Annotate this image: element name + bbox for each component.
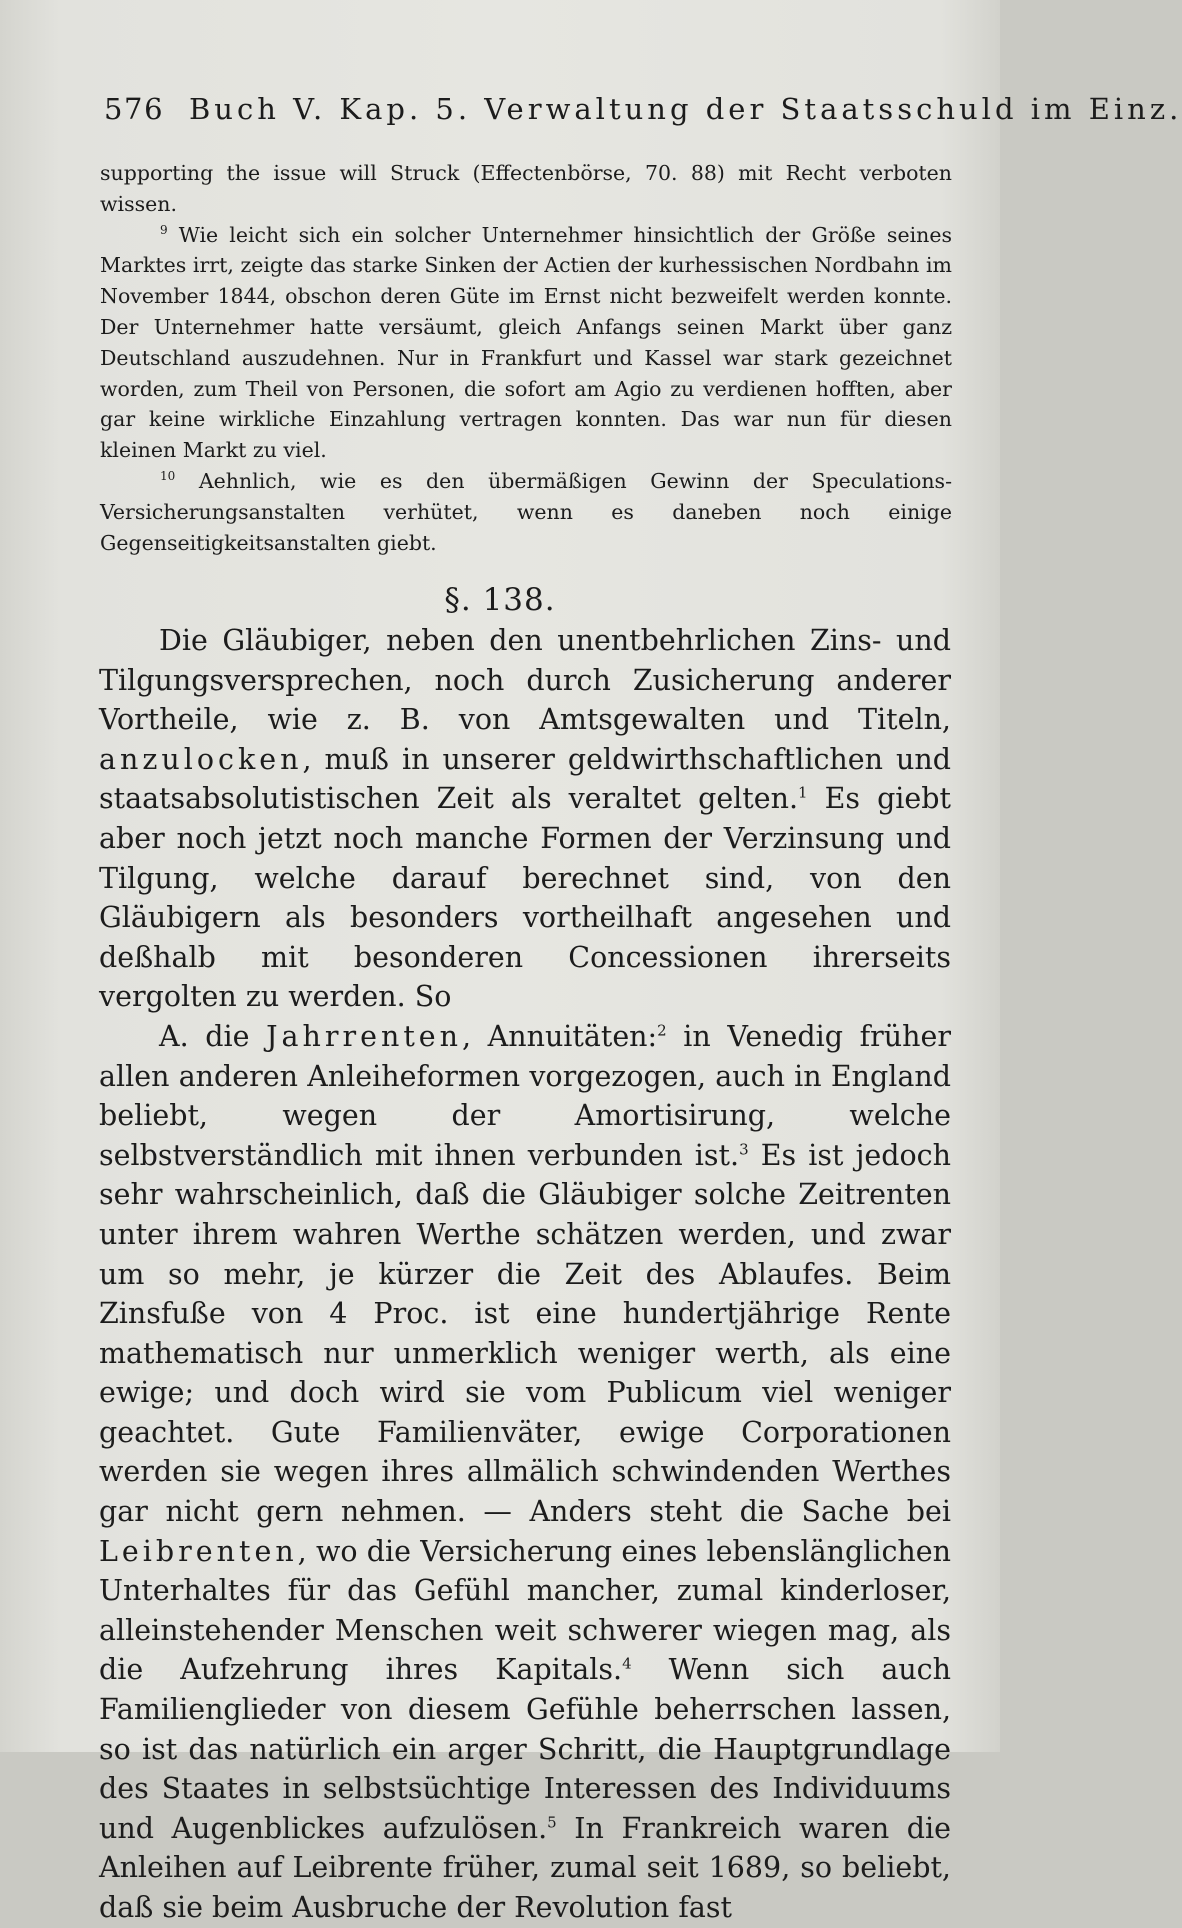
footnote-continuation-line-1: supporting the issue will Struck (Effectenbörse, 70. 88) mit Recht verboten xyxy=(100,161,952,185)
footnote-ref-4: 4 xyxy=(622,1654,632,1673)
footnote-9 xyxy=(100,220,952,466)
paragraph-1-part-b: , muß in unserer geldwirthschaftlichen und staatsabsolutistischen Zeit als veraltet gelten. xyxy=(99,742,951,816)
paragraph-1 xyxy=(99,621,951,1017)
footnote-10 xyxy=(100,466,952,558)
footnotes-block xyxy=(100,158,952,558)
footnote-ref-5: 5 xyxy=(547,1813,557,1832)
paragraph-2-part-a: , Annuitäten: xyxy=(462,1019,658,1053)
footnote-ref-3: 3 xyxy=(739,1140,749,1159)
paragraph-2-lead: A. die xyxy=(159,1019,250,1053)
spaced-word-jahrrenten: Jahrrenten xyxy=(266,1019,462,1053)
footnote-10-marker: 10 xyxy=(160,469,176,484)
footnote-ref-2: 2 xyxy=(657,1021,667,1040)
footnote-9-text: Wie leicht sich ein solcher Unternehmer hinsichtlich der Größe seines Marktes irrt, zeigte das starke Sinken der Actien der kurhessischen Nordbahn im November 1844, obschon deren Güte im Ernst nicht bezweifelt werden konnte. Der Unternehmer hatte versäumt, gleich Anfangs seinen Markt über ganz Deutschland auszudehnen. Nur in Frankfurt und Kassel war stark gezeichnet worden, zum Theil von Personen, die sofort am Agio zu verdienen hofften, aber gar keine wirkliche Einzahlung vertragen konnten. Das war nun für diesen kleinen Markt zu viel. xyxy=(100,222,952,463)
paragraph-2-part-c: Es ist jedoch sehr wahrscheinlich, daß die Gläubiger solche Zeitrenten unter ihrem wahren Werthe schätzen werden, und zwar um so mehr, je kürzer die Zeit des Ablaufes. Beim Zinsfuße von 4 Proc. ist eine hundertjährige Rente mathematisch nur unmerklich weniger werth, als eine ewige; und doch wird sie vom Publicum viel weniger geachtet. Gute Familienväter, ewige Corporationen werden sie wegen ihres allmälich schwindenden Werthes gar nicht gern nehmen. — Anders steht die Sache bei xyxy=(99,1138,951,1529)
page-number: 576 xyxy=(104,92,165,126)
running-title: Buch V. Kap. 5. Verwaltung der Staatsschuld im Einz. xyxy=(188,92,1182,126)
paragraph-1-part-c: Es giebt aber noch jetzt noch manche Formen der Verzinsung und Tilgung, welche darauf berechnet sind, von den Gläubigern als besonders vortheilhaft angesehen und deßhalb mit besonderen Concessionen ihrerseits vergolten zu werden. So xyxy=(99,782,951,1014)
paragraph-2 xyxy=(99,1017,951,1928)
footnote-continuation xyxy=(100,158,952,220)
spaced-word-anzulocken: anzulocken xyxy=(99,742,303,776)
footnote-continuation-line-2: wissen. xyxy=(100,191,177,216)
section-heading: §. 138. xyxy=(444,582,556,618)
paragraph-2-part-f: In Frankreich waren die Anleihen auf Leibrente früher, zumal seit 1689, so beliebt, daß sie beim Ausbruche der Revolution fast xyxy=(99,1811,951,1924)
footnote-9-marker: 9 xyxy=(160,222,168,237)
footnote-ref-1: 1 xyxy=(798,783,808,802)
paragraph-2-part-e: Wenn sich auch Familienglieder von diesem Gefühle beherrschen lassen, so ist das natürlich ein arger Schritt, die Hauptgrundlage des Staates in selbstsüchtige Interessen des Individuums und Augenblickes aufzulösen. xyxy=(99,1653,951,1845)
main-text xyxy=(99,621,951,1928)
spaced-word-leibrenten: Leibrenten xyxy=(99,1534,298,1568)
running-header xyxy=(104,92,1182,126)
paragraph-2-part-b: in Venedig früher allen anderen Anleiheformen vorgezogen, auch in England beliebt, wegen der Amortisirung, welche selbstverständlich mit ihnen verbunden ist. xyxy=(99,1019,951,1172)
paragraph-1-part-a: Die Gläubiger, neben den unentbehrlichen Zins- und Tilgungsversprechen, noch durch Zusicherung anderer Vortheile, wie z. B. von Amtsgewalten und Titeln, xyxy=(99,624,951,737)
paragraph-2-part-d: , wo die Versicherung eines lebenslänglichen Unterhaltes für das Gefühl mancher, zumal kinderloser, alleinstehender Menschen weit schwerer wiegen mag, als die Aufzehrung ihres Kapitals. xyxy=(99,1534,951,1687)
footnote-10-text: Aehnlich, wie es den übermäßigen Gewinn der Speculations-Versicherungsanstalten verhütet, wenn es daneben noch einige Gegenseitigkeitsanstalten giebt. xyxy=(100,468,952,555)
